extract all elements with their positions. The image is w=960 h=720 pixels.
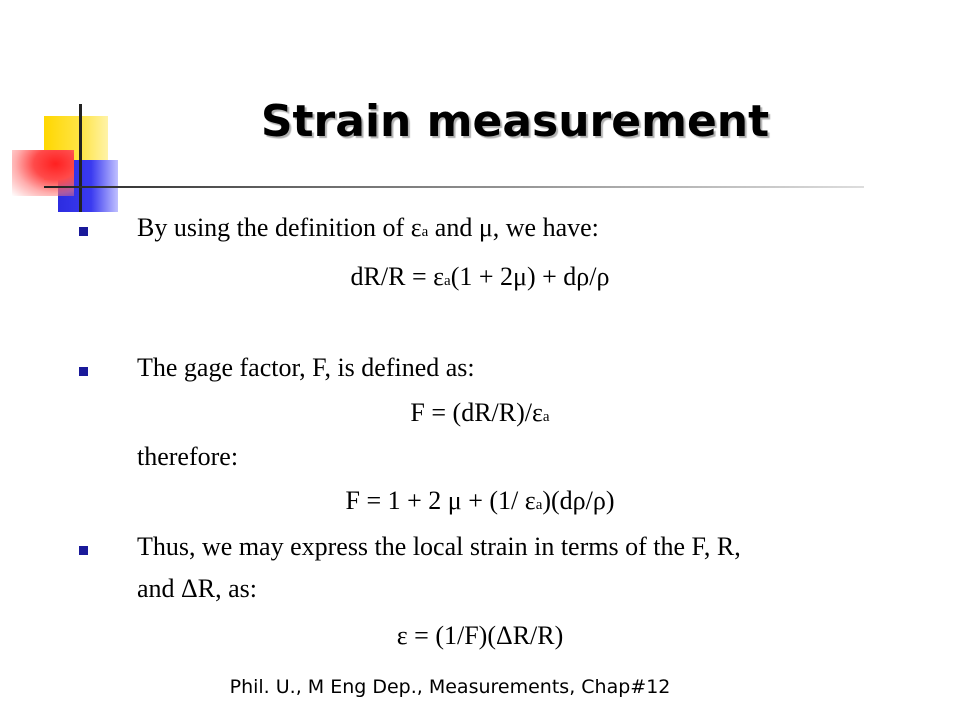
slide-title: Strain measurement: [260, 96, 770, 147]
bullet-marker: [79, 546, 88, 555]
title-underline: [44, 186, 864, 188]
decor-red-square: [12, 150, 74, 196]
bullet-marker: [79, 227, 88, 236]
equation-gage-factor-definition: F = (dR/R)/εa: [410, 398, 550, 427]
bullet-text-line1: Thus, we may express the local strain in terms of the F, R,: [137, 532, 741, 561]
slide-footer: Phil. U., M Eng Dep., Measurements, Chap#12: [229, 676, 671, 698]
equation-gage-factor-expanded: F = 1 + 2 μ + (1/ εa)(dρ/ρ): [345, 486, 615, 515]
equation-resistance-change: dR/R = εa(1 + 2μ) + dρ/ρ: [350, 262, 610, 291]
bullet-text-line2: and ΔR, as:: [137, 574, 257, 603]
bullet-marker: [79, 367, 88, 376]
bullet-text: By using the definition of εa and μ, we have:: [137, 213, 599, 242]
equation-local-strain: ε = (1/F)(ΔR/R): [396, 621, 564, 650]
bullet-text: The gage factor, F, is defined as:: [137, 353, 475, 382]
therefore-label: therefore:: [137, 442, 239, 471]
